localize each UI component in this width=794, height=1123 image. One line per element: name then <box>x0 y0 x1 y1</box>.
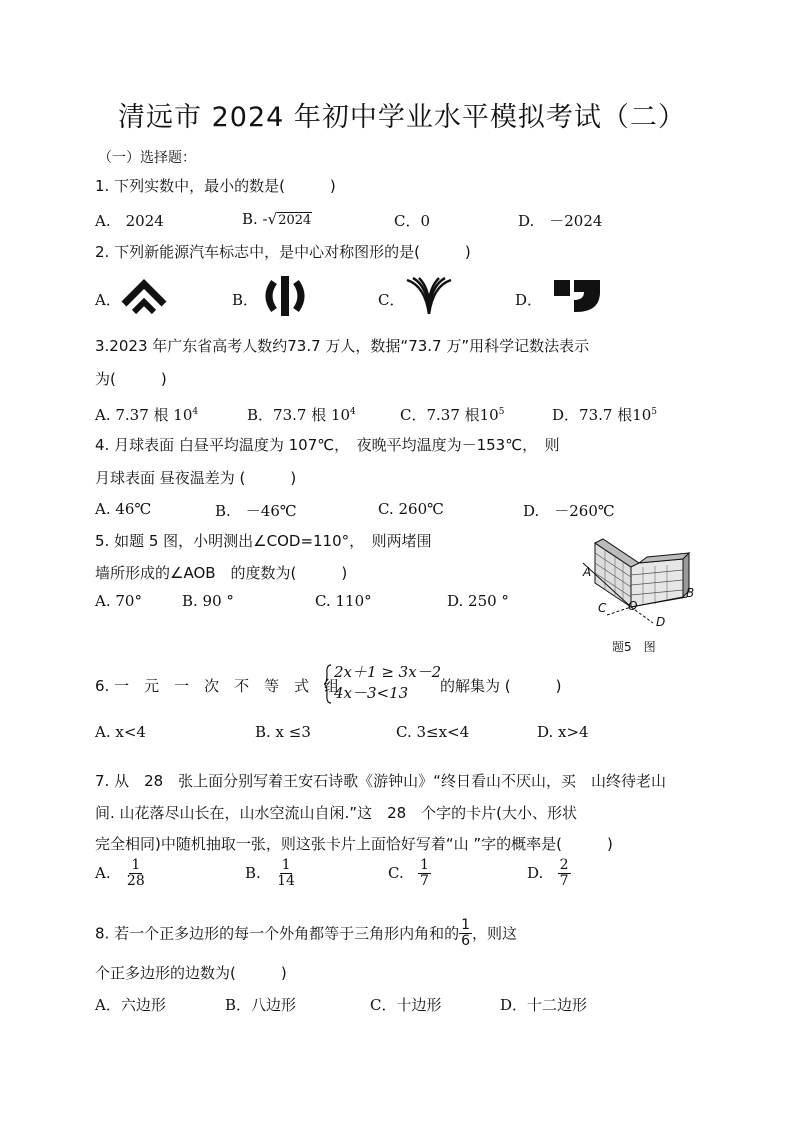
q7-a-numerator: 1 <box>131 857 141 873</box>
q7-c-denominator: 7 <box>420 873 429 890</box>
q8-option-d: D．十二边形 <box>500 996 588 1014</box>
q7-option-d <box>527 858 571 890</box>
q3-option-a-text: A. 7.37 根 10 <box>95 406 193 424</box>
q7-d-numerator: 2 <box>559 857 569 873</box>
q6-option-c: C. 3≤x<4 <box>396 723 470 741</box>
logo-d-icon <box>554 280 600 314</box>
q8-line1-pre: 8. 若一个正多边形的每一个外角都等于三角形内角和的 <box>95 924 460 943</box>
q2-option-d: D． <box>515 291 543 309</box>
q7-option-c <box>388 858 431 890</box>
q8-fraction <box>459 918 472 950</box>
q7-option-c-fraction <box>418 858 431 890</box>
logo-c-icon <box>405 276 453 316</box>
q4-option-a: A. 46℃ <box>95 500 152 518</box>
q3-option-b-exp: 4 <box>350 407 356 417</box>
q7-option-b-fraction <box>275 858 297 890</box>
q3-option-a <box>95 404 198 425</box>
q1-option-a: A. 2024 <box>95 212 164 230</box>
q8-option-a: A．六边形 <box>95 996 166 1014</box>
q7-b-numerator: 1 <box>281 857 291 873</box>
q7-option-a <box>95 858 147 890</box>
point-label-c: C <box>598 601 607 615</box>
point-label-b: B <box>686 586 695 600</box>
q1-option-b <box>242 210 312 228</box>
q7-option-b <box>245 858 297 890</box>
q8-numerator: 1 <box>461 917 471 933</box>
q8-option-c: C．十边形 <box>370 996 442 1014</box>
q6-option-b: B. x ≤3 <box>255 723 311 741</box>
q6-option-a: A. x<4 <box>95 723 146 741</box>
point-label-d: D <box>656 615 666 629</box>
q7-d-denominator: 7 <box>559 873 569 890</box>
question-5-line2: 墙所形成的∠AOB 的度数为( ) <box>95 564 348 582</box>
q7-c-numerator: 1 <box>420 857 429 873</box>
q3-option-c-exp: 5 <box>498 407 505 417</box>
q3-option-b <box>247 404 356 425</box>
question-3-line1: 3.2023 年广东省高考人数约73.7 万人，数据“73.7 万”用科学记数法表示 <box>95 337 590 355</box>
section-heading: （一）选择题： <box>98 150 196 166</box>
q5-option-b: B. 90 ° <box>182 592 234 610</box>
q1-option-b-radicand: 2024 <box>278 213 312 228</box>
q7-a-denominator: 28 <box>126 873 145 890</box>
q2-option-a: A． <box>95 291 121 309</box>
q1-option-c: C．0 <box>394 212 431 230</box>
q7-option-d-fraction <box>558 858 571 890</box>
q4-option-b: B. －46℃ <box>215 502 297 520</box>
point-label-a: A <box>583 565 592 579</box>
question-2: 2. 下列新能源汽车标志中，是中心对称图形的是( ) <box>95 243 471 261</box>
q8-line1-post: ，则这 <box>472 924 518 943</box>
q3-option-c-text: C．7.37 根10 <box>400 406 499 424</box>
question-1: 1. 下列实数中，最小的数是( ) <box>95 177 336 195</box>
question-4-line2: 月球表面 昼夜温差为 ( ) <box>95 469 297 487</box>
question-4-line1: 4. 月球表面 白昼平均温度为 107℃， 夜晚平均温度为－153℃， 则 <box>95 436 560 454</box>
q7-option-d-label: D. <box>527 863 544 882</box>
sqrt-icon: √ <box>267 210 278 228</box>
question-8-line2: 个正多边形的边数为( ) <box>95 964 287 982</box>
question-8-line1 <box>95 918 517 950</box>
question-7-line2: 间. 山花落尽山长在，山水空流山自闲.”这 28 个字的卡片(大小、形状 <box>95 804 578 822</box>
q2-option-b: B． <box>232 291 259 309</box>
q7-b-denominator: 14 <box>277 873 295 890</box>
q5-option-d: D. 250 ° <box>447 592 509 610</box>
q2-option-c: C． <box>378 291 405 309</box>
q5-option-a: A. 70° <box>95 592 142 610</box>
question-6-prefix: 6. 一 元 一 次 不 等 式 组 <box>95 677 340 695</box>
figure-caption: 题5 图 <box>612 640 656 654</box>
brace-icon <box>324 664 332 704</box>
q4-option-c: C. 260℃ <box>378 500 444 518</box>
q8-option-b: B．八边形 <box>225 996 297 1014</box>
logo-b-icon <box>262 274 308 318</box>
q7-option-b-label: B. <box>245 863 261 882</box>
page-title: 清远市 2024 年初中学业水平模拟考试（二） <box>118 102 686 133</box>
wall-figure <box>575 535 705 635</box>
logo-a-icon <box>120 276 168 316</box>
question-5-line1: 5. 如题 5 图，小明测出∠COD=110°， 则两堵围 <box>95 532 432 550</box>
q7-option-a-fraction <box>125 858 147 890</box>
q4-option-d: D. －260℃ <box>523 502 615 520</box>
q3-option-c <box>400 404 504 425</box>
inequality-2: 4x－3<13 <box>334 684 409 702</box>
question-6-suffix: 的解集为 ( ) <box>440 677 562 695</box>
q3-option-d-text: D．73.7 根10 <box>552 406 652 424</box>
q1-option-b-prefix: B. - <box>242 210 268 228</box>
question-3-line2: 为( ) <box>95 370 167 388</box>
q5-option-c: C. 110° <box>315 592 372 610</box>
question-7-line1: 7. 从 28 张上面分别写着王安石诗歌《游钟山》“终日看山不厌山，买 山终待老山 <box>95 772 666 790</box>
question-7-line3: 完全相同)中随机抽取一张，则这张卡片上面恰好写着“山 ”字的概率是( ) <box>95 835 613 853</box>
inequality-system <box>324 662 442 706</box>
q1-option-d: D. －2024 <box>518 212 603 230</box>
inequality-1: 2x＋1 ≥ 3x－2 <box>334 663 442 681</box>
q6-option-d: D. x>4 <box>537 723 589 741</box>
q7-option-a-label: A. <box>95 863 111 882</box>
q7-option-c-label: C. <box>388 863 404 882</box>
point-label-o: O <box>628 599 638 613</box>
q3-option-d <box>552 404 657 425</box>
q8-denominator: 6 <box>461 933 471 950</box>
q3-option-b-text: B．73.7 根 10 <box>247 406 351 424</box>
q3-option-a-exp: 4 <box>192 407 199 417</box>
q3-option-d-exp: 5 <box>651 407 658 417</box>
